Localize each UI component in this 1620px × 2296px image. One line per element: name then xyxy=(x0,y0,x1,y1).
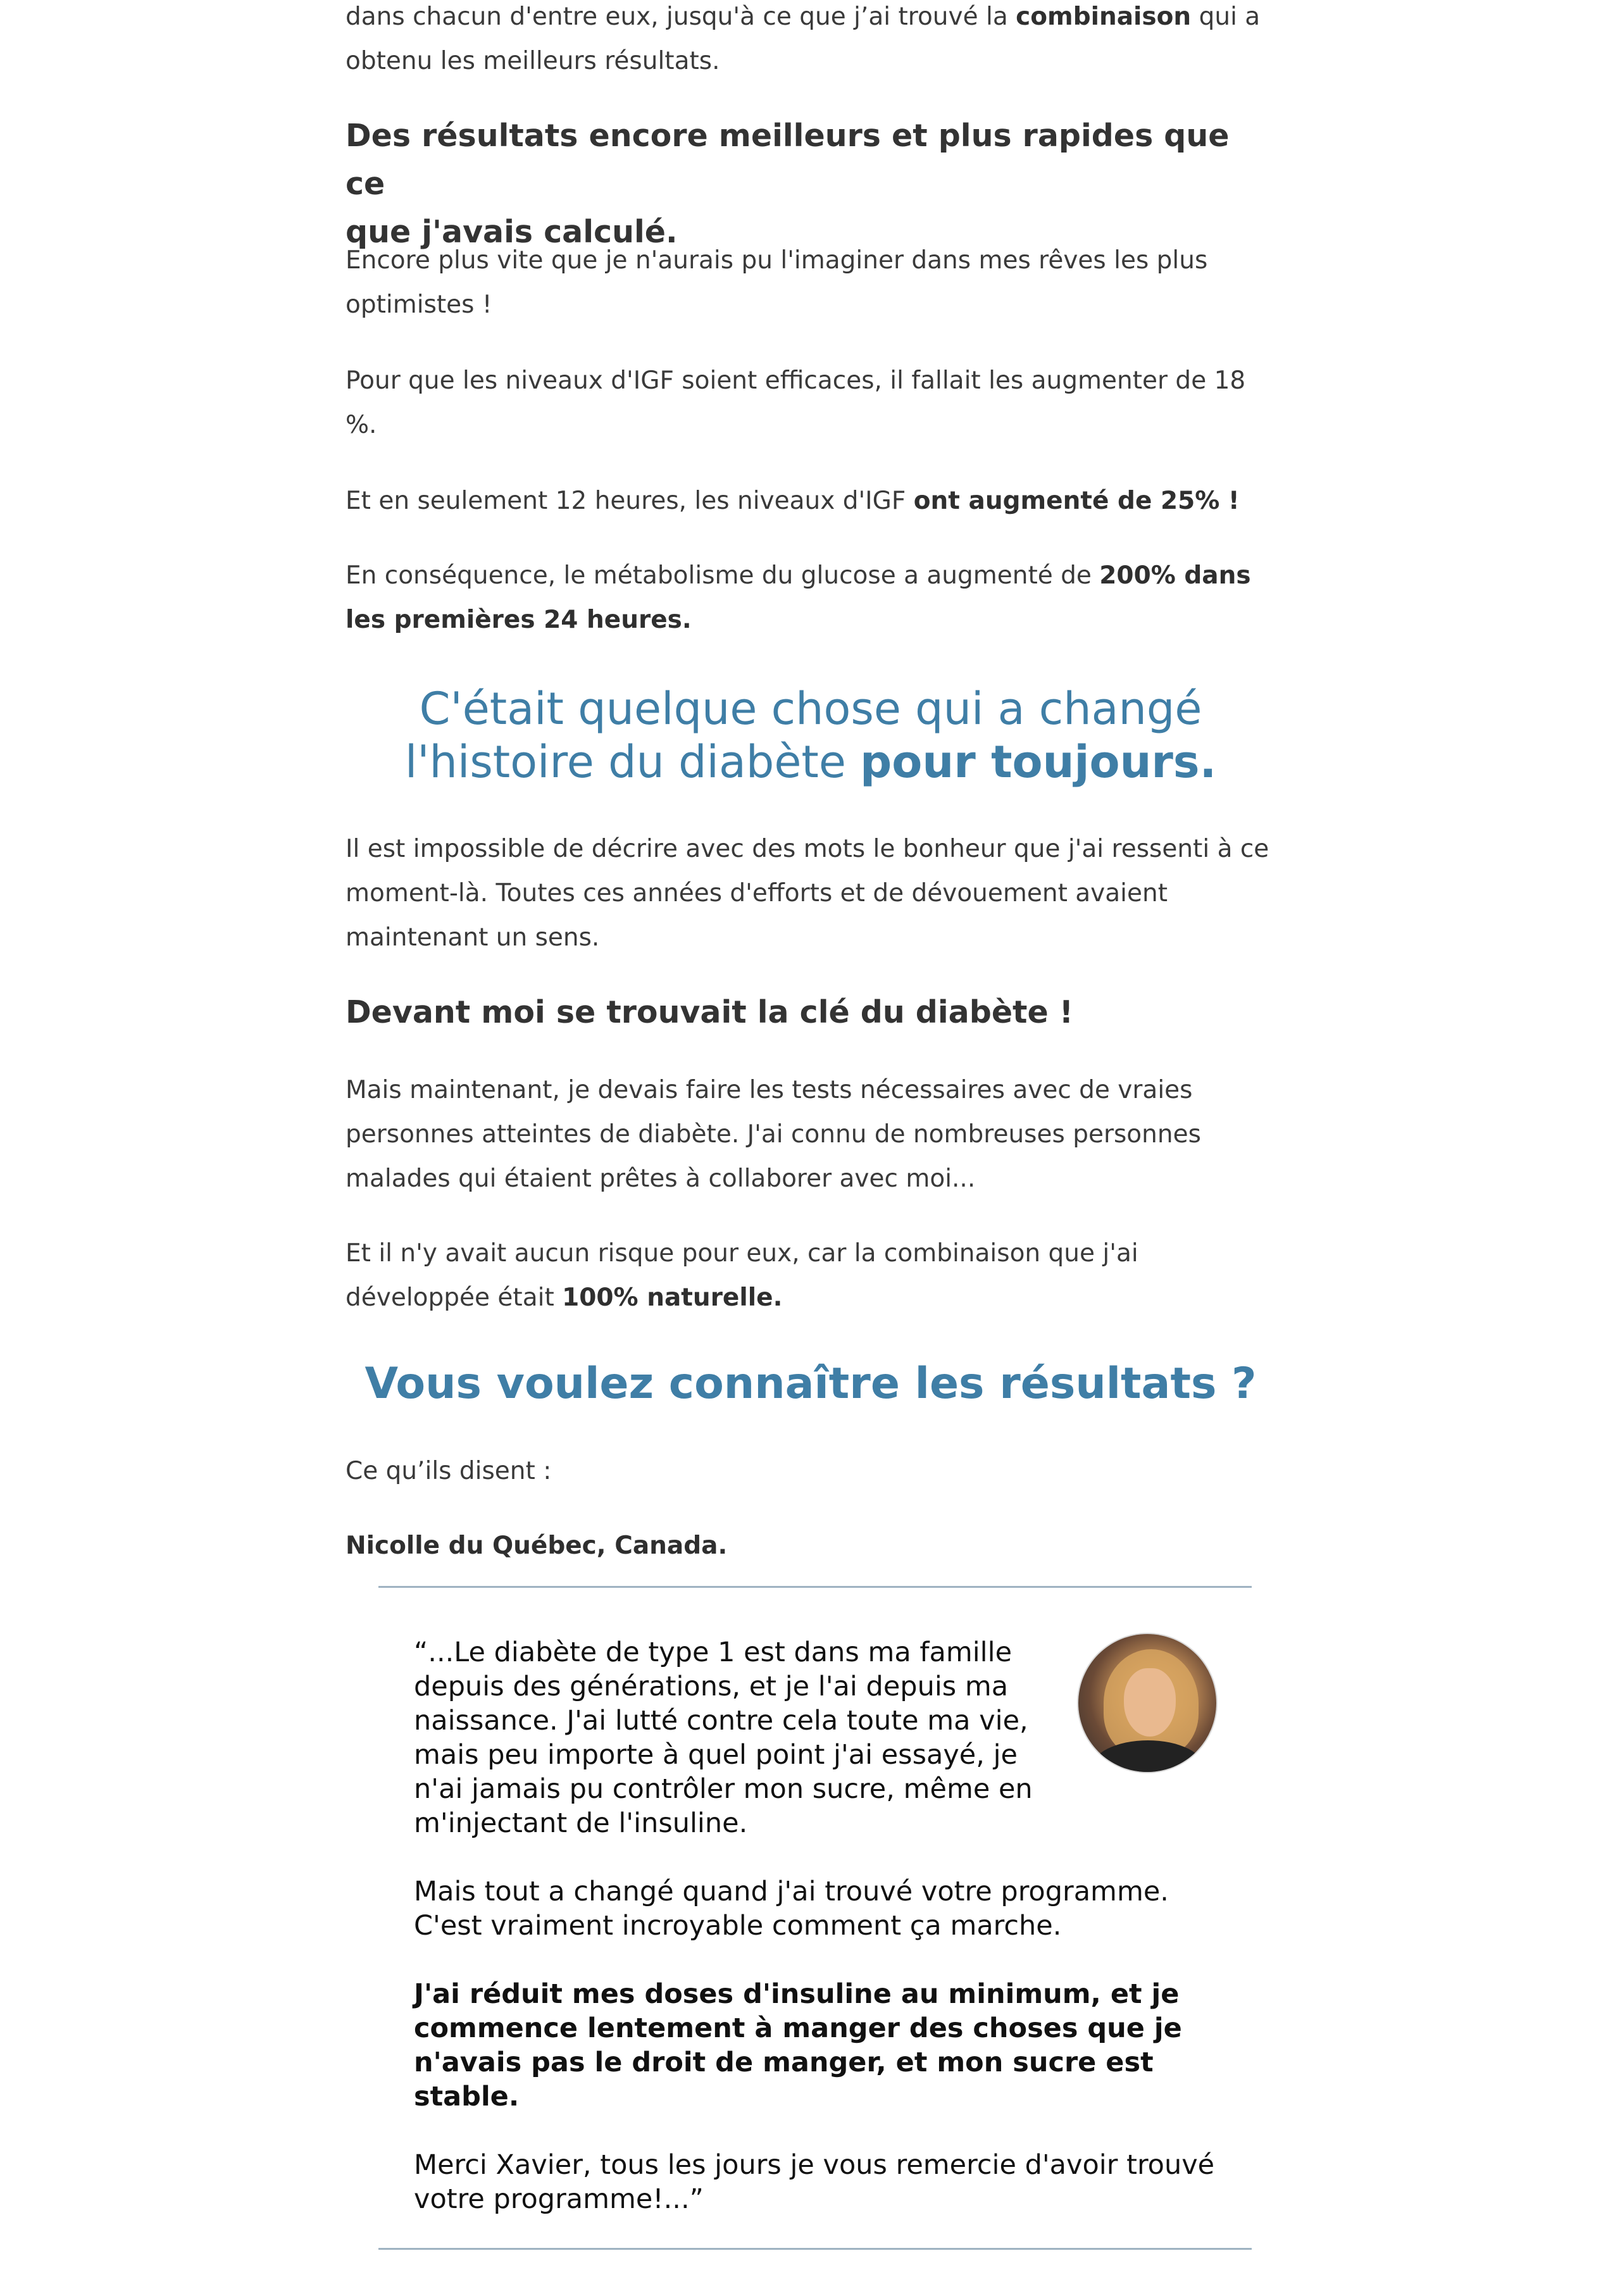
igf-paragraph xyxy=(346,359,1276,447)
bold-text: les premières 24 heures. xyxy=(346,606,692,634)
text: Et en seulement 12 heures, les niveaux d'IGF xyxy=(346,487,914,515)
quote-line-bold: stable. xyxy=(414,2081,520,2112)
quote-line: C'est vraiment incroyable comment ça marche. xyxy=(414,1910,1062,1942)
results-question-heading: Vous voulez connaître les résultats ? xyxy=(364,1359,1257,1409)
glucose-paragraph xyxy=(346,554,1276,642)
highlight-quote xyxy=(346,682,1276,789)
text: Encore plus vite que je n'aurais pu l'imaginer dans mes rêves les plus xyxy=(346,246,1208,275)
testimonial-author xyxy=(346,1524,1276,1568)
text: moment-là. Toutes ces années d'efforts et de dévouement avaient xyxy=(346,879,1168,908)
tests-paragraph xyxy=(346,1068,1276,1201)
text: malades qui étaient prêtes à collaborer avec moi... xyxy=(346,1164,976,1193)
risk-paragraph xyxy=(346,1232,1276,1320)
quote-line: votre programme!...” xyxy=(414,2183,704,2215)
quote-line-bold: commence lentement à manger des choses que je xyxy=(414,2012,1182,2044)
heading-line: Des résultats encore meilleurs et plus rapides que ce xyxy=(346,118,1230,202)
text: développée était xyxy=(346,1283,563,1312)
text: personnes atteintes de diabète. J'ai connu de nombreuses personnes xyxy=(346,1120,1201,1149)
text: Mais maintenant, je devais faire les tests nécessaires avec de vraies xyxy=(346,1076,1193,1104)
highlight-line: l'histoire du diabète xyxy=(404,736,861,788)
text: Il est impossible de décrire avec des mots le bonheur que j'ai ressenti à ce xyxy=(346,835,1269,863)
testimonials-intro xyxy=(346,1449,1276,1494)
optimistic-paragraph xyxy=(346,239,1276,327)
text: obtenu les meilleurs résultats. xyxy=(346,47,720,75)
bold-text: 200% dans xyxy=(1099,561,1251,590)
testimonial-paragraph xyxy=(414,1635,1047,1840)
text: %. xyxy=(346,411,377,439)
text: Pour que les niveaux d'IGF soient efficaces, il fallait les augmenter de 18 xyxy=(346,366,1246,395)
quote-line: m'injectant de l'insuline. xyxy=(414,1807,748,1839)
text: Et il n'y avait aucun risque pour eux, car la combinaison que j'ai xyxy=(346,1239,1138,1268)
divider xyxy=(378,1586,1252,1588)
text: En conséquence, le métabolisme du glucose a augmenté de xyxy=(346,561,1100,590)
author-name: Nicolle du Québec, Canada. xyxy=(346,1532,728,1560)
quote-line: n'ai jamais pu contrôler mon sucre, même en xyxy=(414,1773,1033,1805)
key-heading xyxy=(346,989,1276,1037)
bold-text: ont augmenté de 25% ! xyxy=(913,487,1240,515)
bold-text: combinaison xyxy=(1016,3,1192,31)
quote-line: mais peu importe à quel point j'ai essayé, je xyxy=(414,1739,1018,1771)
quote-line: “...Le diabète de type 1 est dans ma famille xyxy=(414,1637,1012,1668)
quote-line-bold: n'avais pas le droit de manger, et mon sucre est xyxy=(414,2047,1154,2078)
text: Ce qu’ils disent : xyxy=(346,1457,552,1485)
text: qui a xyxy=(1191,3,1261,31)
heading-line: que j'avais calculé. xyxy=(346,214,678,250)
testimonial-paragraph xyxy=(414,1875,1224,1943)
intro-paragraph xyxy=(346,0,1276,84)
heading-line: Devant moi se trouvait la clé du diabète ! xyxy=(346,994,1074,1030)
quote-line: naissance. J'ai lutté contre cela toute ma vie, xyxy=(414,1705,1028,1737)
testimonial-quote xyxy=(414,1635,1224,2216)
igf-increase-paragraph xyxy=(346,479,1276,523)
quote-line: Merci Xavier, tous les jours je vous remercie d'avoir trouvé xyxy=(414,2149,1215,2181)
highlight-line: C'était quelque chose qui a changé xyxy=(419,683,1202,735)
results-heading xyxy=(346,112,1276,256)
highlight-bold: pour toujours. xyxy=(860,736,1217,788)
quote-line-bold: J'ai réduit mes doses d'insuline au minimum, et je xyxy=(414,1978,1180,2010)
quote-line: Mais tout a changé quand j'ai trouvé votre programme. xyxy=(414,1876,1169,1907)
divider xyxy=(378,2248,1252,2250)
testimonial-paragraph xyxy=(414,2148,1224,2216)
quote-line: depuis des générations, et je l'ai depuis ma xyxy=(414,1671,1009,1702)
bold-text: 100% naturelle. xyxy=(562,1283,783,1312)
text: maintenant un sens. xyxy=(346,923,600,952)
happiness-paragraph xyxy=(346,827,1276,960)
text: optimistes ! xyxy=(346,290,492,319)
testimonial-paragraph xyxy=(414,1977,1224,2114)
text: dans chacun d'entre eux, jusqu'à ce que j’ai trouvé la xyxy=(346,3,1016,31)
